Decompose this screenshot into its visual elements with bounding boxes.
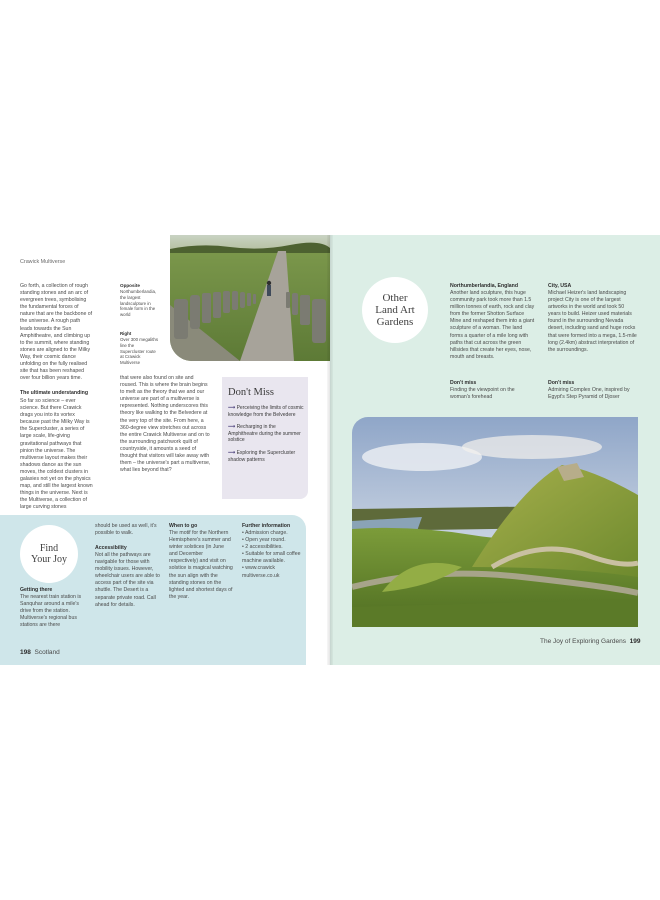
find-title-line1: Find <box>39 543 59 554</box>
caption-right-label: Right <box>120 331 132 336</box>
dont-miss-item: ⟶ Exploring the Supercluster shadow patterns <box>228 449 296 463</box>
dont-miss-item: ⟶ Recharging in the Amphitheatre during the summer solstice <box>228 424 301 444</box>
arrow-icon: ⟶ <box>228 449 237 456</box>
northumberlandia-dontmiss-label: Don't miss <box>450 380 477 386</box>
further-info-heading: Further information <box>242 523 291 529</box>
folio-right <box>540 638 640 645</box>
when-heading: When to go <box>169 523 198 529</box>
further-info-item: • 2 accessibilities. <box>242 544 283 551</box>
col2-top-body: should be used as well, it's possible to walk. <box>95 523 157 537</box>
find-title-line2: Your Joy <box>31 554 67 565</box>
arrow-icon: ⟶ <box>228 405 237 411</box>
section-name-left: Scotland <box>34 649 60 656</box>
section-body: So far so science – ever science. But there Crawick drags you into its vortex because past the Milky Way is the Supercluster, a series of large scale, life-giving gravitational pathways that pinion the universe. The multiverse layout makes their shadows dance as the sun moves, the coldest clusters in galaxies not yet on the physics map, and still the largest known things in the universe. Next is the Multiverse, a collection of large curving stones <box>20 398 93 511</box>
page-number-right: 199 <box>629 638 641 645</box>
accessibility-heading: Accessibility <box>95 545 127 551</box>
getting-there-heading: Getting there <box>20 587 53 593</box>
getting-there-body: The nearest train station is Sanquhar around a mile's drive from the station. Multiverse's regional bus stations are there <box>20 594 82 629</box>
book-spread <box>0 235 660 665</box>
further-info-item: • Open year round. <box>242 537 286 544</box>
northumberlandia-body: Another land sculpture, this huge community park took more than 1.5 million tonnes of earth, rock and clay from the former Shotton Surface Mine and reshaped them into a giant sculpture of a woman. The land forms a quarter of a mile long with paths that cut across the green hillsides that create her eyes, nose, mouth and breasts. <box>450 290 535 360</box>
arrow-icon: ⟶ <box>228 424 237 431</box>
city-usa-body: Michael Heizer's land landscaping project City is one of the largest artworks in the world and took 50 years to build. Heizer used materials found in the surrounding Nevada desert, including sand and huge rocks that were formed into a mega, 1.5-mile long (2.4km) abstract interpretation of the surroundings. <box>548 290 637 353</box>
right-page <box>330 235 660 665</box>
circle-title-line2: Land Art <box>375 304 415 316</box>
column-three-body: that were also found on site and roused. This is where the brain begins to melt as the theory that we and our universe are part of a multiverse is represented. Nothing underscores this theory like walking to the Belvedere at the very top of the site. From here, a 360-degree view stretches out across the entire Crawick Multiverse and on to the surrounding patchwork quilt of countryside, it amounts a seed of thought that visitors will take away with them – the universe's part a multiverse, what lies beyond that? <box>120 375 211 474</box>
northumberlandia-photo <box>352 417 638 627</box>
book-gutter <box>327 235 333 665</box>
circle-title-line1: Other <box>382 292 408 304</box>
folio-left <box>20 649 60 656</box>
caption-opposite-label: Opposite <box>120 283 140 288</box>
other-gardens-circle <box>362 277 428 343</box>
further-info-item: • Suitable for small coffee machine available. <box>242 551 301 565</box>
northumberlandia-heading: Northumberlandia, England <box>450 283 519 289</box>
further-info-item: • Admission charge. <box>242 530 288 536</box>
intro-paragraph: Go forth, a collection of rough standing stones and an arc of evergreen trees, symbolising the fundamental forces of nature that are the backbone of the universe. A rough path leads towards the Sun Amphitheatre, and climbing up to the summit, where standing stones are aligned to the Milky Way, their cosmic dance unfolding on the fully realised site that has been reshaped over four billion years time. <box>20 283 93 382</box>
section-heading: The ultimate understanding <box>20 390 89 396</box>
find-your-joy-circle <box>20 525 78 583</box>
circle-title-line3: Gardens <box>376 316 414 328</box>
crawick-path-photo <box>170 235 330 361</box>
left-page <box>0 235 330 665</box>
dont-miss-item: ⟶ Perceiving the limits of cosmic knowledge from the Belvedere <box>228 405 304 418</box>
northumberlandia-dontmiss: Finding the viewpoint on the woman's forehead <box>450 387 515 401</box>
page-number-left: 198 <box>20 649 31 656</box>
dont-miss-box <box>222 377 308 499</box>
dont-miss-title: Don't Miss <box>228 387 274 398</box>
city-usa-dontmiss-label: Don't miss <box>548 380 575 386</box>
caption-opposite: Northumberlandia, the largest landsculpture in female form in the world <box>120 289 157 318</box>
accessibility-body: Not all the pathways are navigable for those with mobility issues. However, wheelchair users are able to access part of the site via shuttle. The Desert is a separate private road. Call ahead for details. <box>95 552 160 608</box>
city-usa-dontmiss: Admiring Complex One, inspired by Egypt's Step Pyramid of Djoser <box>548 387 630 401</box>
when-body: The motif for the Northern Hemisphere's summer and winter solstices (in June and December respectively) and visit on solstice is magical watching the sun align with the standing stones on the lighted and shortest days of the year. <box>169 530 233 600</box>
find-your-joy-panel <box>0 515 306 665</box>
further-info-item: • www.crawick multiverse.co.uk <box>242 565 280 579</box>
city-usa-heading: City, USA <box>548 283 572 289</box>
location-label: Crawick Multiverse <box>20 259 66 265</box>
caption-right: Over 300 megaliths line the Supercluster route at Crawick Multiverse <box>120 337 159 366</box>
section-name-right: The Joy of Exploring Gardens <box>540 638 626 645</box>
